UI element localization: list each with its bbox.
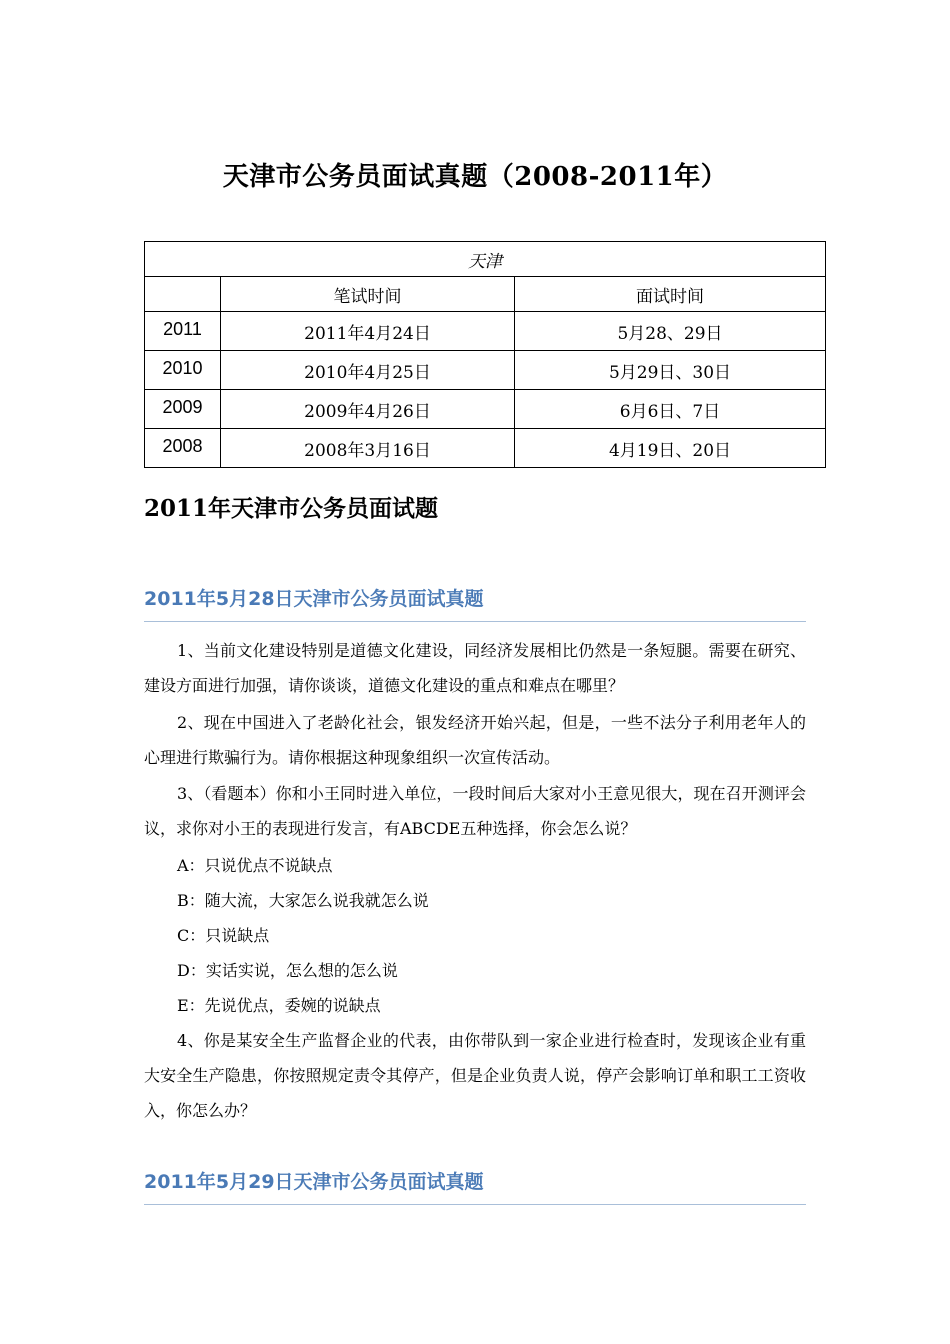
table-cell-interview: 5月28、29日 (515, 312, 826, 351)
subsection-divider (144, 621, 806, 622)
question-4: 4、你是某安全生产监督企业的代表，由你带队到一家企业进行检查时，发现该企业有重大安全生产隐患，你按照规定责令其停产，但是企业负责人说，停产会影响订单和职工工资收入，你怎么办？ (144, 1031, 806, 1120)
option-e: E：先说优点，委婉的说缺点 (177, 996, 381, 1015)
table-cell-interview: 4月19日、20日 (515, 429, 826, 468)
page-title: 天津市公务员面试真题（2008-2011年） (222, 162, 728, 192)
table-row (145, 351, 826, 390)
option-d: D：实话实说，怎么想的怎么说 (177, 961, 398, 980)
question-1: 1、当前文化建设特别是道德文化建设，同经济发展相比仍然是一条短腿。需要在研究、建设方面进行加强，请你谈谈，道德文化建设的重点和难点在哪里？ (144, 641, 806, 695)
subsection-title-may28: 2011年5月28日天津市公务员面试真题 (144, 588, 484, 610)
table-cell-interview: 6月6日、7日 (515, 390, 826, 429)
option-a: A：只说优点不说缺点 (177, 856, 333, 875)
table-cell-interview: 5月29日、30日 (515, 351, 826, 390)
table-row (145, 312, 826, 351)
section-title: 2011年天津市公务员面试题 (144, 495, 439, 522)
table-row (145, 429, 826, 468)
table-row (145, 390, 826, 429)
table-region-row (145, 242, 826, 277)
table-region-header: 天津 (145, 242, 826, 277)
table-cell-written: 2010年4月25日 (221, 351, 515, 390)
exam-schedule-table (144, 241, 826, 468)
option-c: C：只说缺点 (177, 926, 270, 945)
table-cell-year: 2011 (145, 312, 221, 351)
option-b: B：随大流，大家怎么说我就怎么说 (177, 891, 429, 910)
table-cell-year: 2009 (145, 390, 221, 429)
subsection-title-may29: 2011年5月29日天津市公务员面试真题 (144, 1171, 484, 1193)
table-cell-written: 2011年4月24日 (221, 312, 515, 351)
table-header-written: 笔试时间 (221, 277, 515, 312)
subsection-divider (144, 1204, 806, 1205)
table-cell-written: 2009年4月26日 (221, 390, 515, 429)
question-2: 2、现在中国进入了老龄化社会，银发经济开始兴起，但是，一些不法分子利用老年人的心理进行欺骗行为。请你根据这种现象组织一次宣传活动。 (144, 713, 806, 767)
table-cell-written: 2008年3月16日 (221, 429, 515, 468)
table-cell-year: 2010 (145, 351, 221, 390)
question-3: 3、（看题本）你和小王同时进入单位，一段时间后大家对小王意见很大，现在召开测评会议，求你对小王的表现进行发言，有ABCDE五种选择，你会怎么说？ (144, 784, 806, 838)
table-header-row (145, 277, 826, 312)
table-header-empty (145, 277, 221, 312)
table-header-interview: 面试时间 (515, 277, 826, 312)
table-cell-year: 2008 (145, 429, 221, 468)
